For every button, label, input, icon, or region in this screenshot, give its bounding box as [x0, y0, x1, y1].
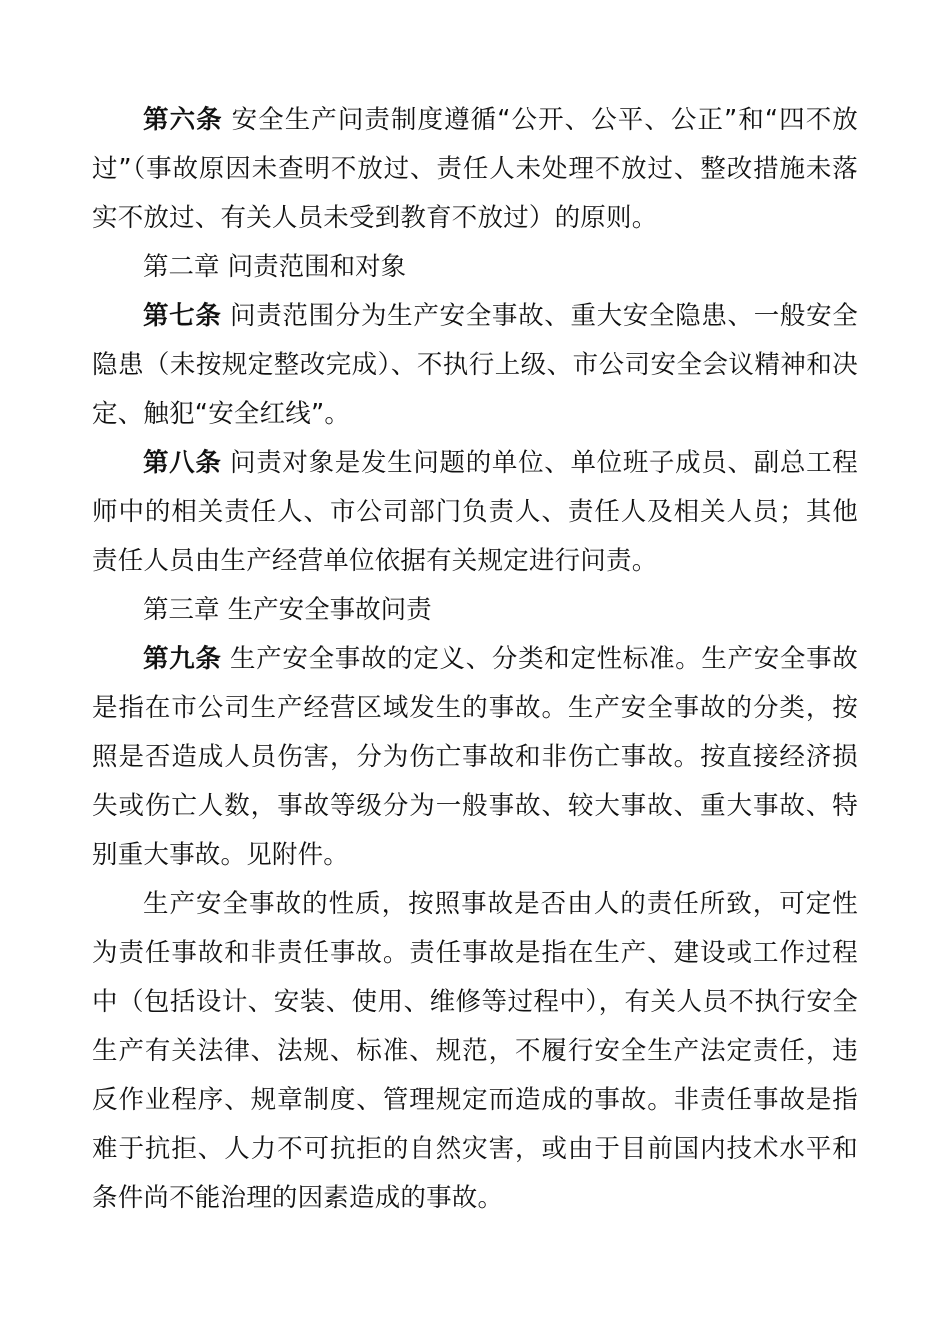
article-9: [92, 635, 858, 880]
article-text: 安全生产问责制度遵循“公开、公平、公正”和“四不放过”（事故原因未查明不放过、责任人未处理不放过、整改措施未落实不放过、有关人员未受到教育不放过）的原则。: [92, 105, 858, 233]
article-6: [92, 96, 858, 243]
accident-nature-paragraph: 生产安全事故的性质，按照事故是否由人的责任所致，可定性为责任事故和非责任事故。责任事故是指在生产、建设或工作过程中（包括设计、安装、使用、维修等过程中），有关人员不执行安全生产有关法律、法规、标准、规范，不履行安全生产法定责任，违反作业程序、规章制度、管理规定而造成的事故。非责任事故是指难于抗拒、人力不可抗拒的自然灾害，或由于目前国内技术水平和条件尚不能治理的因素造成的事故。: [92, 889, 858, 1213]
article-label: 第六条: [143, 105, 223, 135]
article-text: 问责对象是发生问题的单位、单位班子成员、副总工程师中的相关责任人、市公司部门负责人、责任人及相关人员；其他责任人员由生产经营单位依据有关规定进行问责。: [92, 448, 858, 576]
article-text: 生产安全事故的定义、分类和定性标准。生产安全事故是指在市公司生产经营区域发生的事故。生产安全事故的分类，按照是否造成人员伤害，分为伤亡事故和非伤亡事故。按直接经济损失或伤亡人数，事故等级分为一般事故、较大事故、重大事故、特别重大事故。见附件。: [92, 644, 858, 870]
document-page: [92, 96, 858, 1223]
chapter-2-heading: 第二章 问责范围和对象: [143, 252, 407, 282]
chapter-3-heading: 第三章 生产安全事故问责: [143, 595, 432, 625]
article-text: 问责范围分为生产安全事故、重大安全隐患、一般安全隐患（未按规定整改完成）、不执行上级、市公司安全会议精神和决定、触犯“安全红线”。: [92, 301, 858, 429]
article-label: 第九条: [143, 644, 222, 674]
article-label: 第七条: [143, 301, 222, 331]
article-7: [92, 292, 858, 439]
article-label: 第八条: [143, 448, 222, 478]
article-8: [92, 439, 858, 586]
